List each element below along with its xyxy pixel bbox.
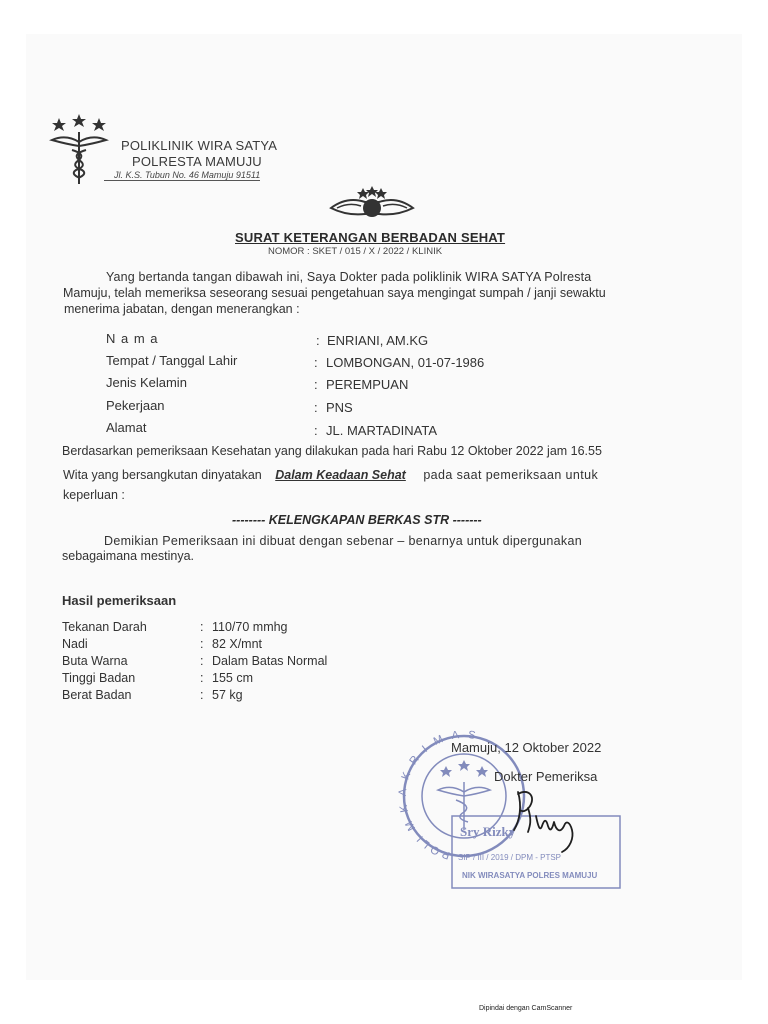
identity-label-job: Pekerjaan bbox=[106, 398, 165, 413]
clinic-name-line2: POLRESTA MAMUJU bbox=[132, 154, 262, 169]
result-colon: : bbox=[200, 654, 204, 668]
identity-label-ttl: Tempat / Tanggal Lahir bbox=[106, 353, 238, 368]
identity-colon: : bbox=[314, 355, 318, 370]
result-colon: : bbox=[200, 688, 204, 702]
result-label-colorblind: Buta Warna bbox=[62, 654, 128, 668]
stamp-sip: SIP / III / 2019 / DPM - PTSP bbox=[458, 853, 561, 862]
purpose-heading: -------- KELENGKAPAN BERKAS STR ------- bbox=[232, 513, 482, 527]
stamp-doctor-name: Sry Rizky bbox=[460, 824, 516, 839]
identity-value-address: JL. MARTADINATA bbox=[326, 423, 437, 438]
result-value-height: 155 cm bbox=[212, 671, 253, 685]
identity-value-job: PNS bbox=[326, 400, 353, 415]
findings-line-2-post: pada saat pemeriksaan untuk bbox=[423, 468, 599, 482]
identity-colon: : bbox=[314, 423, 318, 438]
clinic-name-line1: POLIKLINIK WIRA SATYA bbox=[121, 138, 278, 153]
identity-colon: : bbox=[314, 377, 318, 392]
result-label-pulse: Nadi bbox=[62, 637, 88, 651]
document-number: NOMOR : SKET / 015 / X / 2022 / KLINIK bbox=[268, 246, 443, 257]
intro-line-1: Yang bertanda tangan dibawah ini, Saya Dokter pada poliklinik WIRA SATYA Polresta bbox=[106, 270, 592, 284]
result-label-bp: Tekanan Darah bbox=[62, 620, 147, 634]
findings-line-3: keperluan : bbox=[63, 488, 125, 502]
results-heading: Hasil pemeriksaan bbox=[62, 593, 177, 608]
findings-line-2 bbox=[63, 468, 598, 483]
intro-line-3: menerima jabatan, dengan menerangkan : bbox=[64, 302, 300, 316]
identity-colon: : bbox=[314, 400, 318, 415]
result-value-pulse: 82 X/mnt bbox=[212, 637, 263, 651]
result-value-colorblind: Dalam Batas Normal bbox=[212, 654, 328, 668]
identity-label-gender: Jenis Kelamin bbox=[106, 375, 187, 390]
intro-line-2: Mamuju, telah memeriksa seseorang sesuai pengetahuan saya mengingat sumpah / janji sewaktu bbox=[63, 286, 606, 300]
clinic-address: Jl. K.S. Tubun No. 46 Mamuju 91511 bbox=[104, 170, 260, 181]
result-colon: : bbox=[200, 637, 204, 651]
result-colon: : bbox=[200, 671, 204, 685]
health-status: Dalam Keadaan Sehat bbox=[275, 468, 406, 482]
identity-value-gender: PEREMPUAN bbox=[326, 377, 409, 392]
identity-label-address: Alamat bbox=[106, 420, 147, 435]
result-label-weight: Berat Badan bbox=[62, 688, 132, 702]
document-title: SURAT KETERANGAN BERBADAN SEHAT bbox=[235, 230, 506, 245]
police-emblem-icon bbox=[327, 186, 417, 222]
result-label-height: Tinggi Badan bbox=[62, 671, 136, 685]
identity-label-nama: N a m a bbox=[106, 331, 159, 346]
result-value-bp: 110/70 mmhg bbox=[212, 620, 288, 634]
identity-value-ttl: LOMBONGAN, 01-07-1986 bbox=[326, 355, 485, 370]
signature-place-date: Mamuju, 12 Oktober 2022 bbox=[451, 740, 602, 755]
closing-line-1: Demikian Pemeriksaan ini dibuat dengan sebenar – benarnya untuk dipergunakan bbox=[104, 534, 582, 548]
scanner-footer: Dipindai dengan CamScanner bbox=[479, 1005, 573, 1012]
identity-value-nama: ENRIANI, AM.KG bbox=[327, 333, 429, 348]
stamp-clinic: NIK WIRASATYA POLRES MAMUJU bbox=[462, 871, 598, 880]
signature-role: Dokter Pemeriksa bbox=[494, 769, 598, 784]
stamp-ring-text: POLI M K A K R I M A S bbox=[396, 728, 480, 862]
handwritten-signature bbox=[500, 786, 590, 856]
findings-line-2-pre: Wita yang bersangkutan dinyatakan bbox=[63, 468, 262, 482]
closing-line-2: sebagaimana mestinya. bbox=[62, 549, 195, 563]
findings-line-1: Berdasarkan pemeriksaan Kesehatan yang dilakukan pada hari Rabu 12 Oktober 2022 jam 16.55 bbox=[62, 444, 602, 458]
result-colon: : bbox=[200, 620, 204, 634]
identity-colon: : bbox=[316, 333, 320, 348]
result-value-weight: 57 kg bbox=[212, 688, 243, 702]
